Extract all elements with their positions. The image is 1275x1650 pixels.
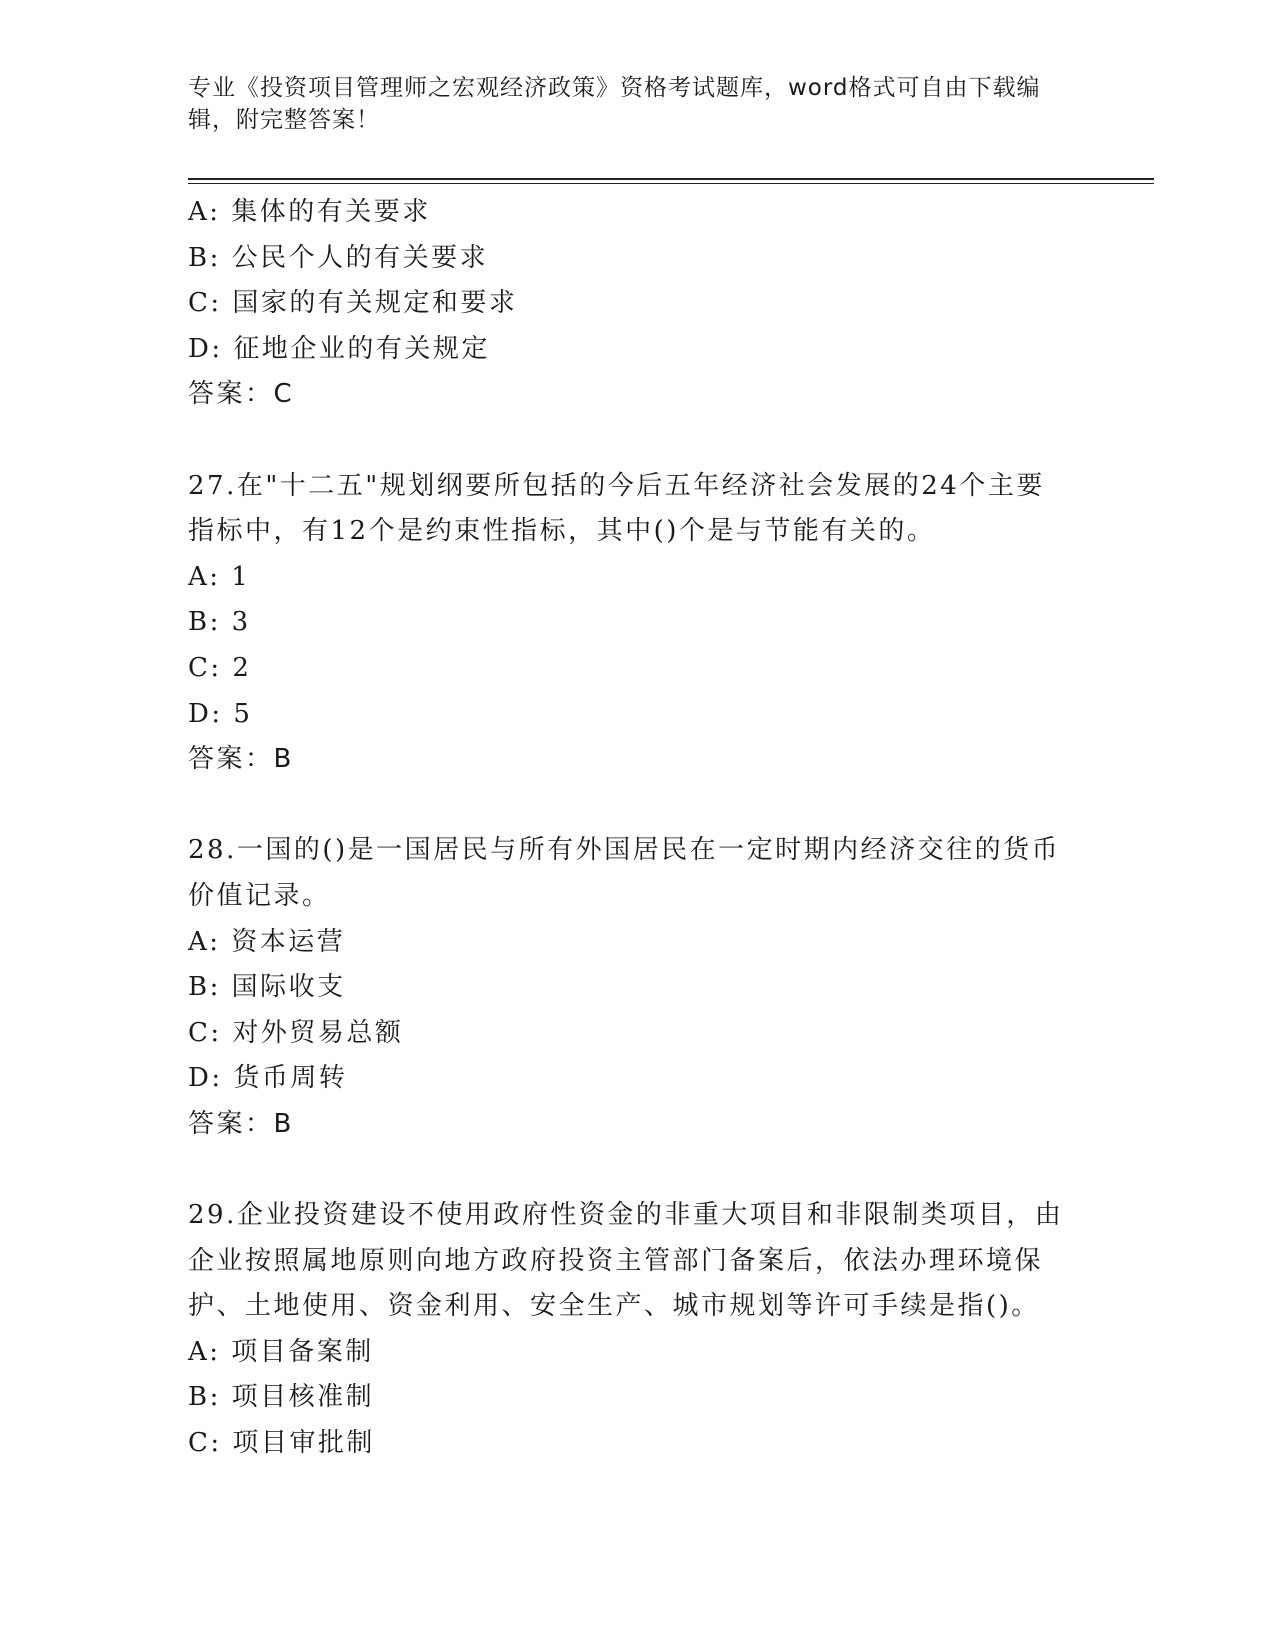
- question-text-line: 28.一国的()是一国居民与所有外国居民在一定时期内经济交往的货币: [188, 835, 1061, 866]
- answer: 答案：C: [188, 379, 295, 410]
- answer: 答案：B: [188, 744, 294, 775]
- option-b: B: 国际收支: [188, 972, 346, 1003]
- spacer: [188, 783, 1088, 829]
- question-text-line: 29.企业投资建设不使用政府性资金的非重大项目和非限制类项目，由: [188, 1200, 1064, 1231]
- question-text-line: 27.在"十二五"规划纲要所包括的今后五年经济社会发展的24个主要: [188, 470, 1045, 501]
- question-text-line: 企业按照属地原则向地方政府投资主管部门备案后，依法办理环境保: [188, 1245, 1044, 1276]
- header-rule-thin: [188, 183, 1154, 184]
- question-28: [188, 828, 1088, 1147]
- option-a: A: 1: [188, 561, 251, 592]
- option-c: C: 对外贸易总额: [188, 1017, 404, 1048]
- question-list: [188, 190, 1088, 1467]
- option-d: D: 征地企业的有关规定: [188, 333, 490, 364]
- question-29: [188, 1193, 1088, 1467]
- option-d: D: 5: [188, 698, 253, 729]
- question-26-tail: [188, 190, 1088, 418]
- option-b: B: 项目核准制: [188, 1382, 375, 1413]
- option-c: C: 国家的有关规定和要求: [188, 288, 518, 319]
- option-d: D: 货币周转: [188, 1063, 348, 1094]
- header-rule-thick: [188, 178, 1154, 180]
- question-text-line: 护、土地使用、资金利用、安全生产、城市规划等许可手续是指()。: [188, 1291, 1040, 1322]
- question-text-line: 指标中，有12个是约束性指标，其中()个是与节能有关的。: [188, 516, 936, 547]
- option-a: A: 项目备案制: [188, 1336, 374, 1367]
- option-a: A: 资本运营: [188, 926, 346, 957]
- option-b: B: 3: [188, 607, 251, 638]
- option-c: C: 项目审批制: [188, 1428, 375, 1459]
- spacer: [188, 418, 1088, 464]
- question-text-line: 价值记录。: [188, 880, 331, 911]
- question-27: [188, 464, 1088, 783]
- option-c: C: 2: [188, 652, 252, 683]
- option-b: B: 公民个人的有关要求: [188, 242, 489, 273]
- answer: 答案：B: [188, 1108, 294, 1139]
- option-a: A: 集体的有关要求: [188, 197, 431, 227]
- spacer: [188, 1147, 1088, 1193]
- document-header: 专业《投资项目管理师之宏观经济政策》资格考试题库，word格式可自由下载编辑，附完整答案！: [188, 75, 1041, 133]
